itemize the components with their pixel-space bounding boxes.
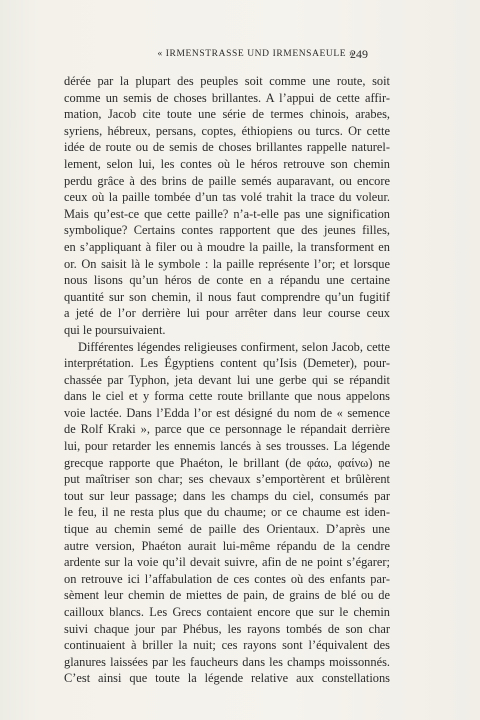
- text-line: syriens, hébreux, persans, coptes, éthiopiens ou turcs. Or cette: [64, 123, 390, 138]
- text-line: ardente sur la voie qu’il devait suivre, afin de ne point s’égarer;: [64, 555, 390, 570]
- text-line: sèment leur chemin de miettes de pain, de grains de blé ou de: [64, 588, 390, 603]
- text-line: chassée par Typhon, jeta devant lui une gerbe qui se répandit: [64, 372, 390, 387]
- text-line: Mais qu’est-ce que cette paille? n’a-t-elle pas une signification: [64, 206, 390, 221]
- text-line: de Rolf Kraki », parce que ce personnage le répandait derrière: [64, 422, 390, 437]
- text-line: suivi chaque jour par Phébus, les rayons tombés de son char: [64, 621, 390, 636]
- text-line: cailloux blancs. Les Grecs contaient encore que sur le chemin: [64, 605, 390, 619]
- text-line: comme un semis de choses brillantes. A l’appui de cette affir-: [64, 90, 390, 105]
- text-line: or. On saisit là le symbole : la paille représente l’or; et lorsque: [64, 256, 390, 271]
- text-line: put maîtriser son char; ses chevaux s’emportèrent et brûlèrent: [64, 472, 390, 487]
- text-line: idée de route ou de semis de choses brillantes rappelle naturel-: [64, 140, 390, 155]
- text-line: dans le ciel et y forma cette route brillante que nous appelons: [64, 389, 390, 404]
- text-line: glanures laissées par les faucheurs dans les champs moissonnés.: [64, 654, 390, 669]
- text-line: grecque rapporte que Phaéton, le brillant (de φάω, φαίνω) ne: [64, 455, 390, 470]
- text-line: nous lisons qu’un héros de conte en a répandu une certaine: [64, 273, 390, 288]
- text-line: ceux où la paille tombée d’un tas volé trahit la trace du voleur.: [64, 190, 390, 205]
- text-line: dérée par la plupart des peuples soit comme une route, soit: [64, 74, 390, 88]
- text-line: symbolique? Certains contes rapportent que des jeunes filles,: [64, 223, 390, 238]
- text-line: on retrouve ici l’affabulation de ces contes où des enfants par-: [64, 571, 390, 586]
- text-line: autre version, Phaéton aurait lui-même répandu de la cendre: [64, 538, 390, 553]
- running-head: « IRMENSTRASSE UND IRMENSAEULE »: [157, 49, 355, 59]
- text-line: C’est ainsi que toute la légende relative aux constellations: [64, 671, 390, 686]
- text-line: qui le poursuivaient.: [64, 322, 166, 337]
- text-line: interprétation. Les Égyptiens content qu’Isis (Demeter), pour-: [64, 356, 390, 371]
- page-number: 249: [350, 47, 368, 61]
- text-line: mation, Jacob cite toute une série de termes chinois, arabes,: [64, 107, 390, 122]
- text-line: le feu, il ne resta plus que du chaume; or ce chaume est iden-: [64, 505, 390, 520]
- text-line: Différentes légendes religieuses confirment, selon Jacob, cette: [78, 339, 390, 354]
- paragraph: [64, 339, 390, 687]
- text-line: lement, selon lui, les contes où le héros retrouve son chemin: [64, 156, 390, 171]
- paragraph: [64, 73, 390, 339]
- text-line: a jeté de l’or derrière lui pour arrêter dans leur course ceux: [64, 306, 390, 321]
- text-line: en s’appliquant à filer ou à moudre la paille, la transforment en: [64, 239, 390, 254]
- text-line: lui, pour retarder les ennemis lancés à ses trousses. La légende: [64, 439, 390, 454]
- text-line: tique au chemin semé de paille des Orientaux. D’après une: [64, 522, 390, 537]
- text-line: quantité sur son chemin, il nous faut comprendre qu’un fugitif: [64, 289, 390, 304]
- text-line: tout sur leur passage; dans les champs du ciel, consumés par: [64, 488, 390, 503]
- text-line: perdu grâce à des brins de paille semés auparavant, ou encore: [64, 173, 390, 188]
- body-text: [64, 73, 390, 687]
- text-line: continuaient à briller la nuit; ces rayons sont l’équivalent des: [64, 638, 390, 653]
- text-line: voie lactée. Dans l’Edda l’or est désigné du nom de « semence: [64, 405, 390, 420]
